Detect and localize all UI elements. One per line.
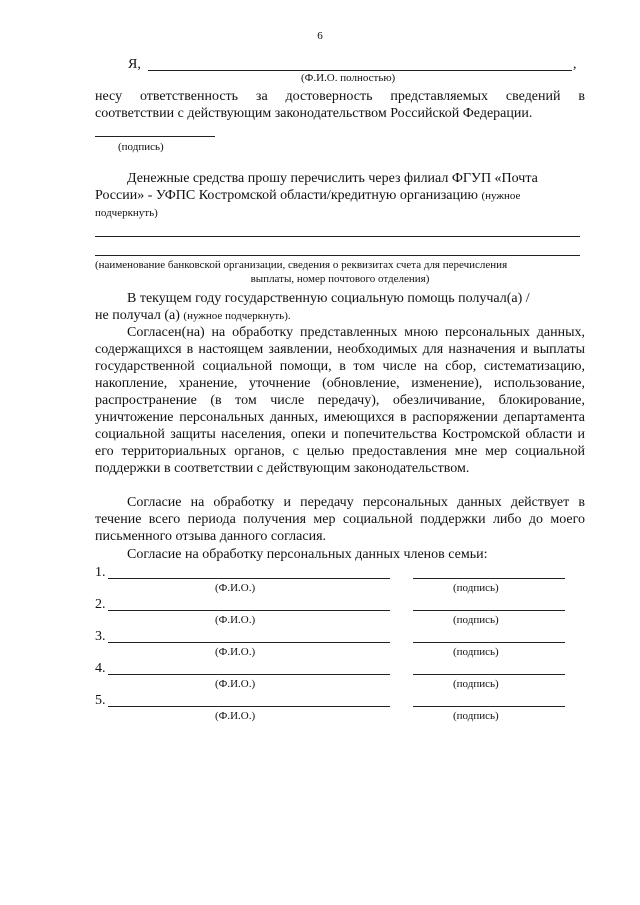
family-signature-caption: (подпись) <box>453 582 499 594</box>
payment-line-1: Денежные средства прошу перечислить через филиал ФГУП «Почта <box>127 171 538 186</box>
family-member-fio-line[interactable] <box>108 610 390 611</box>
family-fio-caption: (Ф.И.О.) <box>215 614 256 626</box>
family-row-number: 5. <box>95 693 106 708</box>
aid-line-1: В текущем году государственную социальную помощь получал(а) / <box>127 291 530 306</box>
bank-caption-line-1: (наименование банковской организации, сведения о реквизитах счета для перечисления <box>95 259 508 271</box>
payment-line-2-note: (нужное <box>481 190 521 202</box>
applicant-signature-line[interactable] <box>95 136 215 137</box>
aid-line-2-main: не получал (а) <box>95 308 180 323</box>
family-row-2 <box>95 597 585 626</box>
family-row-number: 3. <box>95 629 106 644</box>
family-member-signature-line[interactable] <box>413 642 565 643</box>
aid-line-2-note: (нужное подчеркнуть). <box>183 310 291 322</box>
family-row-4 <box>95 661 585 690</box>
family-row-number: 1. <box>95 565 106 580</box>
bank-details-line-2[interactable] <box>95 255 580 256</box>
family-fio-caption: (Ф.И.О.) <box>215 678 256 690</box>
family-member-signature-line[interactable] <box>413 706 565 707</box>
family-member-signature-line[interactable] <box>413 578 565 579</box>
responsibility-line-2: соответствии с действующим законодательством Российской Федерации. <box>95 106 533 121</box>
family-fio-caption: (Ф.И.О.) <box>215 646 256 658</box>
responsibility-line-1: несу ответственность за достоверность представляемых сведений в <box>95 89 585 104</box>
page-number: 6 <box>317 30 323 42</box>
fio-full-line[interactable] <box>148 70 572 71</box>
payment-line-2-main: России» - УФПС Костромской области/кредитную организацию <box>95 188 478 203</box>
validity-paragraph: Согласие на обработку и передачу персональных данных действует в течение всего периода получения мер социальной поддержки либо до моего письменного отзыва данного согласия. <box>95 495 585 544</box>
family-member-signature-line[interactable] <box>413 674 565 675</box>
family-signature-caption: (подпись) <box>453 646 499 658</box>
family-member-fio-line[interactable] <box>108 642 390 643</box>
family-row-5 <box>95 693 585 722</box>
fio-full-caption: (Ф.И.О. полностью) <box>301 72 396 84</box>
family-row-number: 4. <box>95 661 106 676</box>
bank-details-line-1[interactable] <box>95 236 580 237</box>
family-signature-caption: (подпись) <box>453 710 499 722</box>
family-member-fio-line[interactable] <box>108 674 390 675</box>
family-member-fio-line[interactable] <box>108 578 390 579</box>
family-member-signature-line[interactable] <box>413 610 565 611</box>
family-member-fio-line[interactable] <box>108 706 390 707</box>
bank-caption-line-2: выплаты, номер почтового отделения) <box>250 273 430 285</box>
family-consent-heading: Согласие на обработку персональных данных членов семьи: <box>127 547 488 562</box>
payment-line-3: подчеркнуть) <box>95 207 158 219</box>
family-signature-caption: (подпись) <box>453 614 499 626</box>
family-signature-caption: (подпись) <box>453 678 499 690</box>
payment-line-2 <box>95 187 520 205</box>
family-row-3 <box>95 629 585 658</box>
family-fio-caption: (Ф.И.О.) <box>215 582 256 594</box>
family-row-1 <box>95 565 585 594</box>
aid-line-2 <box>95 307 291 325</box>
ya-label: Я, <box>128 57 141 72</box>
fio-line-comma: , <box>573 57 577 72</box>
family-row-number: 2. <box>95 597 106 612</box>
family-fio-caption: (Ф.И.О.) <box>215 710 256 722</box>
applicant-signature-caption: (подпись) <box>118 141 164 153</box>
consent-paragraph: Согласен(на) на обработку представленных мною персональных данных, содержащихся в настоящем заявлении, необходимых для назначения и выплаты государственной социальной помощи, в том числе на сбор, систематизацию, накопление, хранение, уточнение (обновление, изменение), использование, распространение (в том числе передачу), обезличивание, блокирование, уничтожение персональных данных, имеющихся в распоряжении департамента социальной защиты населения, опеки и попечительства Костромской области и его территориальных органов, с целью предоставления мне мер социальной поддержки в соответствии с действующим законодательством. <box>95 325 585 476</box>
